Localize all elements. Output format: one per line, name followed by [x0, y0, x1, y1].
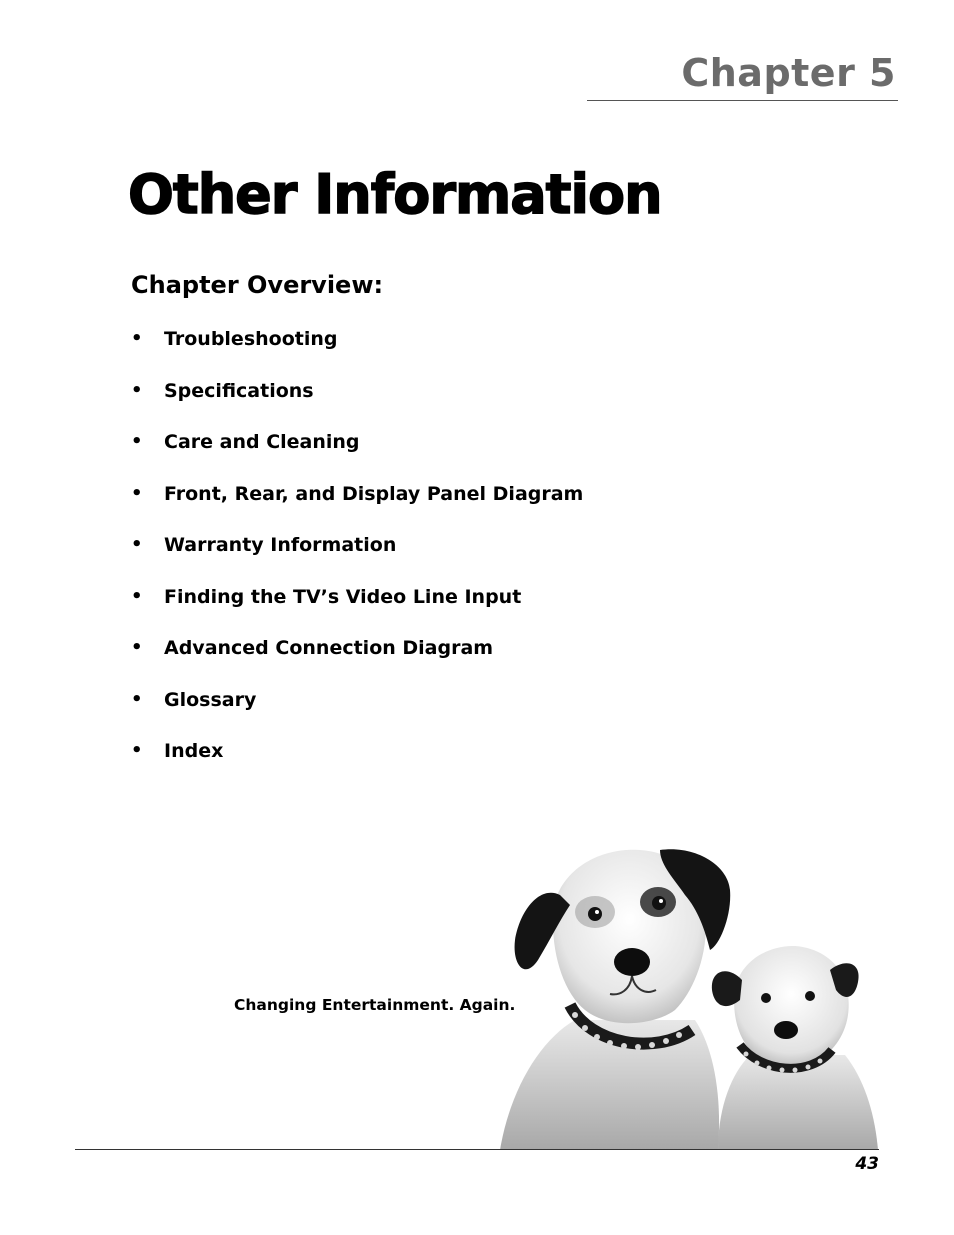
bullet: • [131, 585, 143, 607]
bullet: • [131, 534, 143, 555]
list-item-label: Specifications [164, 379, 314, 402]
chapter-label: Chapter 5 [681, 51, 896, 95]
list-item [131, 374, 583, 426]
tagline: Changing Entertainment. Again. [234, 996, 516, 1014]
bullet: • [131, 328, 143, 349]
bullet: • [131, 740, 143, 761]
chapter-divider [587, 100, 898, 101]
list-item [131, 631, 583, 683]
list-item-label: Front, Rear, and Display Panel Diagram [164, 482, 584, 505]
list-item-label: Glossary [164, 688, 257, 711]
list-item [131, 734, 583, 786]
list-item-label: Troubleshooting [164, 328, 338, 350]
list-item-label: Index [164, 740, 224, 762]
bullet: • [131, 431, 143, 452]
page-title: Other Information [128, 163, 662, 226]
list-item [131, 580, 583, 632]
list-item-label: Care and Cleaning [164, 431, 360, 453]
bullet: • [131, 379, 143, 401]
list-item-label: Finding the TV’s Video Line Input [164, 585, 522, 608]
bullet: • [131, 482, 143, 504]
list-item [131, 477, 583, 529]
dogs-photo-icon [460, 840, 880, 1150]
bullet: • [131, 688, 143, 710]
bullet: • [131, 637, 143, 658]
page-number: 43 [855, 1154, 879, 1174]
footer-divider [75, 1149, 879, 1150]
list-item [131, 683, 583, 735]
list-item-label: Advanced Connection Diagram [164, 637, 494, 659]
list-item-label: Warranty Information [164, 534, 397, 556]
list-item [131, 425, 583, 477]
list-item [131, 528, 583, 580]
overview-heading: Chapter Overview: [131, 271, 384, 299]
overview-list [131, 322, 583, 786]
list-item [131, 322, 583, 374]
